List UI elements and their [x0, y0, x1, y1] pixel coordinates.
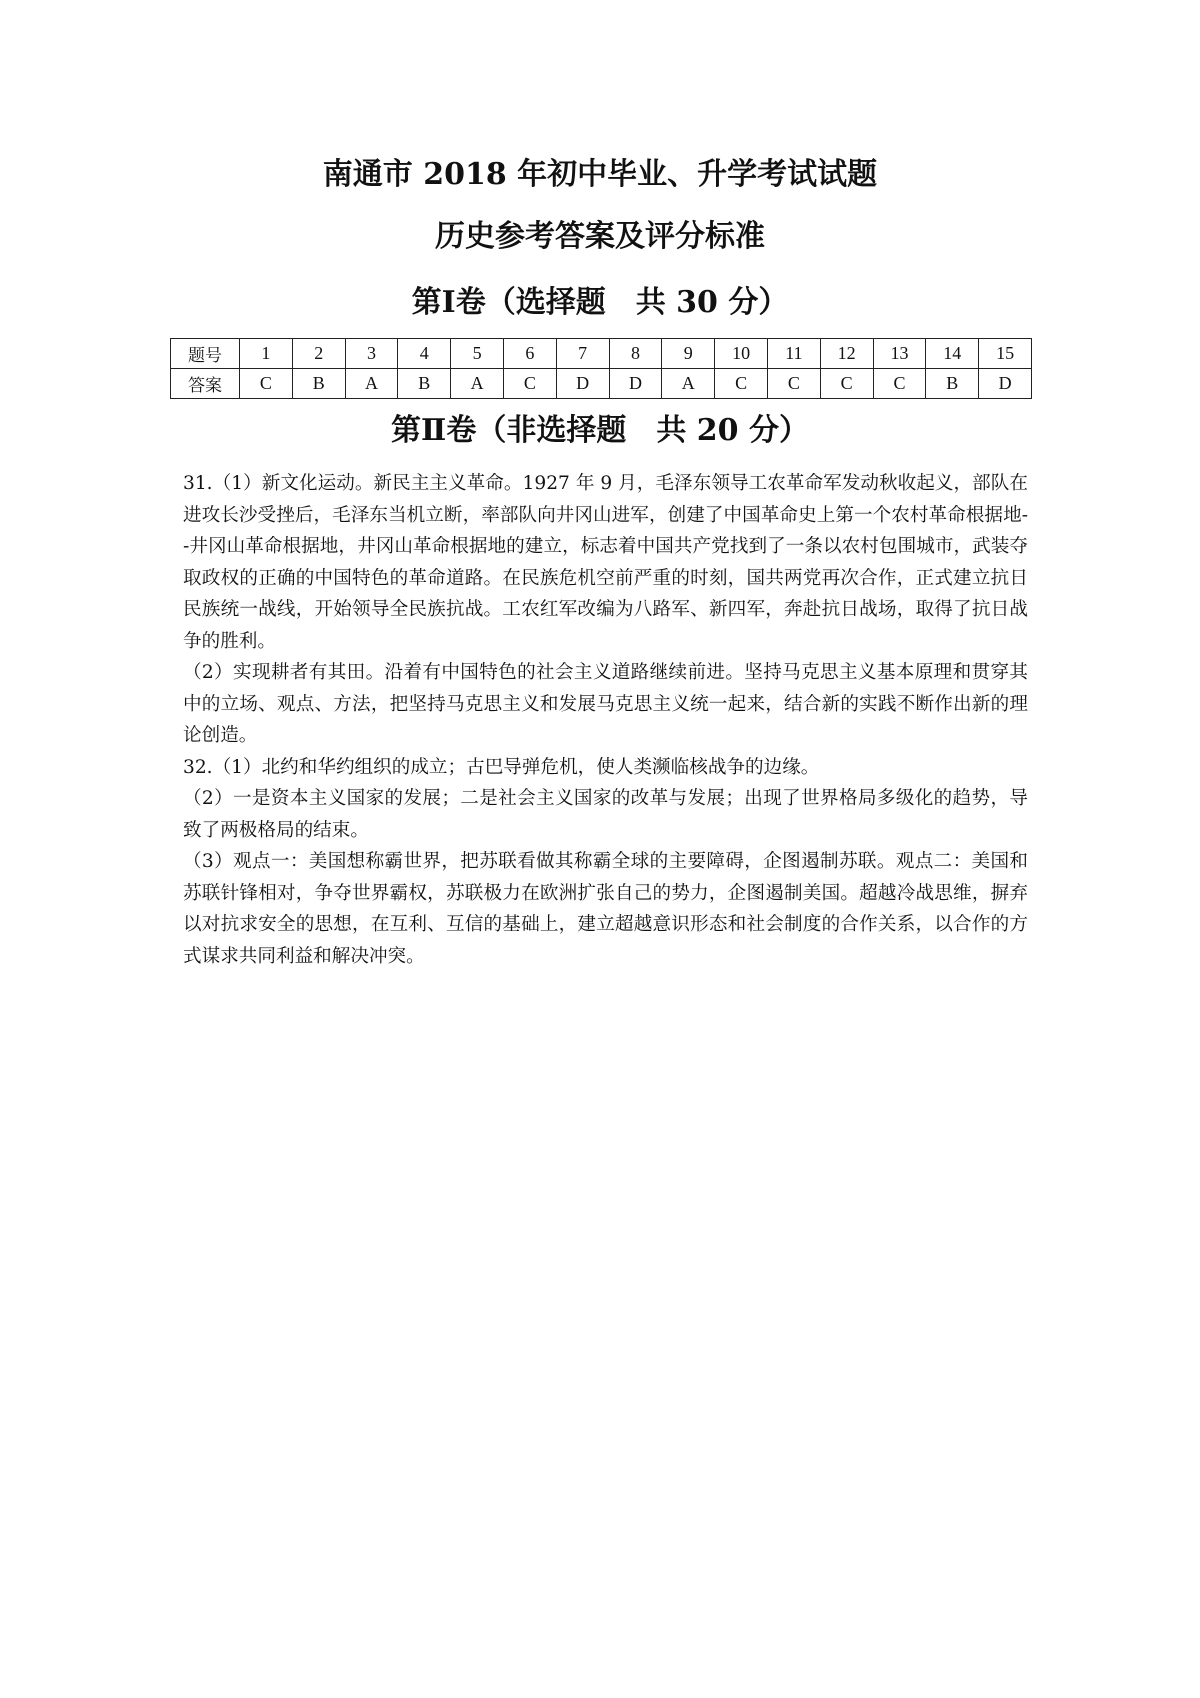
- answer-cell: A: [345, 369, 398, 399]
- answer-cell: D: [556, 369, 609, 399]
- answer-cell: B: [292, 369, 345, 399]
- question-number: 8: [609, 339, 662, 369]
- answer-table: [170, 338, 1032, 399]
- question-number: 1: [240, 339, 293, 369]
- row-label-answer: 答案: [171, 369, 240, 399]
- page-subtitle: 历史参考答案及评分标准: [435, 219, 765, 254]
- answer-cell: D: [979, 369, 1032, 399]
- table-row-answers: [171, 369, 1032, 399]
- answer-cell: C: [503, 369, 556, 399]
- answer-q32-part1: 32.（1）北约和华约组织的成立；古巴导弹危机，使人类濒临核战争的边缘。: [183, 756, 820, 778]
- answer-q32-part2: （2）一是资本主义国家的发展；二是社会主义国家的改革与发展；出现了世界格局多级化的趋势，导致了两极格局的结束。: [183, 788, 1028, 841]
- answer-q31-part1: 31.（1）新文化运动。新民主主义革命。1927 年 9 月，毛泽东领导工农革命军发动秋收起义，部队在进攻长沙受挫后，毛泽东当机立断，率部队向井冈山进军，创建了中国革命史上第一个农村革命根据地--井冈山革命根据地，井冈山革命根据地的建立，标志着中国共产党找到了一条以农村包围城市，武装夺取政权的正确的中国特色的革命道路。在民族危机空前严重的时刻，国共两党再次合作，正式建立抗日民族统一战线，开始领导全民族抗战。工农红军改编为八路军、新四军，奔赴抗日战场，取得了抗日战争的胜利。: [183, 473, 1028, 652]
- answer-cell: B: [926, 369, 979, 399]
- question-number: 11: [767, 339, 820, 369]
- question-number: 10: [715, 339, 768, 369]
- question-number: 5: [451, 339, 504, 369]
- answer-cell: C: [240, 369, 293, 399]
- answer-q31-part2: （2）实现耕者有其田。沿着有中国特色的社会主义道路继续前进。坚持马克思主义基本原理和贯穿其中的立场、观点、方法，把坚持马克思主义和发展马克思主义统一起来，结合新的实践不断作出新的理论创造。: [183, 662, 1028, 746]
- answer-cell: C: [873, 369, 926, 399]
- question-number: 7: [556, 339, 609, 369]
- question-number: 12: [820, 339, 873, 369]
- question-number: 6: [503, 339, 556, 369]
- table-row-numbers: [171, 339, 1032, 369]
- part2-title: 第Ⅱ卷（非选择题 共 20 分）: [391, 413, 809, 448]
- question-number: 14: [926, 339, 979, 369]
- answer-body: [183, 468, 1028, 972]
- question-number: 4: [398, 339, 451, 369]
- page-title: 南通市 2018 年初中毕业、升学考试试题: [322, 157, 878, 192]
- question-number: 3: [345, 339, 398, 369]
- answer-cell: A: [662, 369, 715, 399]
- question-number: 9: [662, 339, 715, 369]
- part1-title: 第Ⅰ卷（选择题 共 30 分）: [411, 285, 789, 320]
- answer-cell: D: [609, 369, 662, 399]
- answer-q32-part3: （3）观点一：美国想称霸世界，把苏联看做其称霸全球的主要障碍，企图遏制苏联。观点二：美国和苏联针锋相对，争夺世界霸权，苏联极力在欧洲扩张自己的势力，企图遏制美国。超越冷战思维，摒弃以对抗求安全的思想，在互利、互信的基础上，建立超越意识形态和社会制度的合作关系，以合作的方式谋求共同利益和解决冲突。: [183, 851, 1028, 967]
- question-number: 15: [979, 339, 1032, 369]
- row-label-number: 题号: [171, 339, 240, 369]
- answer-cell: B: [398, 369, 451, 399]
- answer-cell: C: [715, 369, 768, 399]
- answer-cell: C: [767, 369, 820, 399]
- question-number: 2: [292, 339, 345, 369]
- answer-cell: A: [451, 369, 504, 399]
- answer-cell: C: [820, 369, 873, 399]
- question-number: 13: [873, 339, 926, 369]
